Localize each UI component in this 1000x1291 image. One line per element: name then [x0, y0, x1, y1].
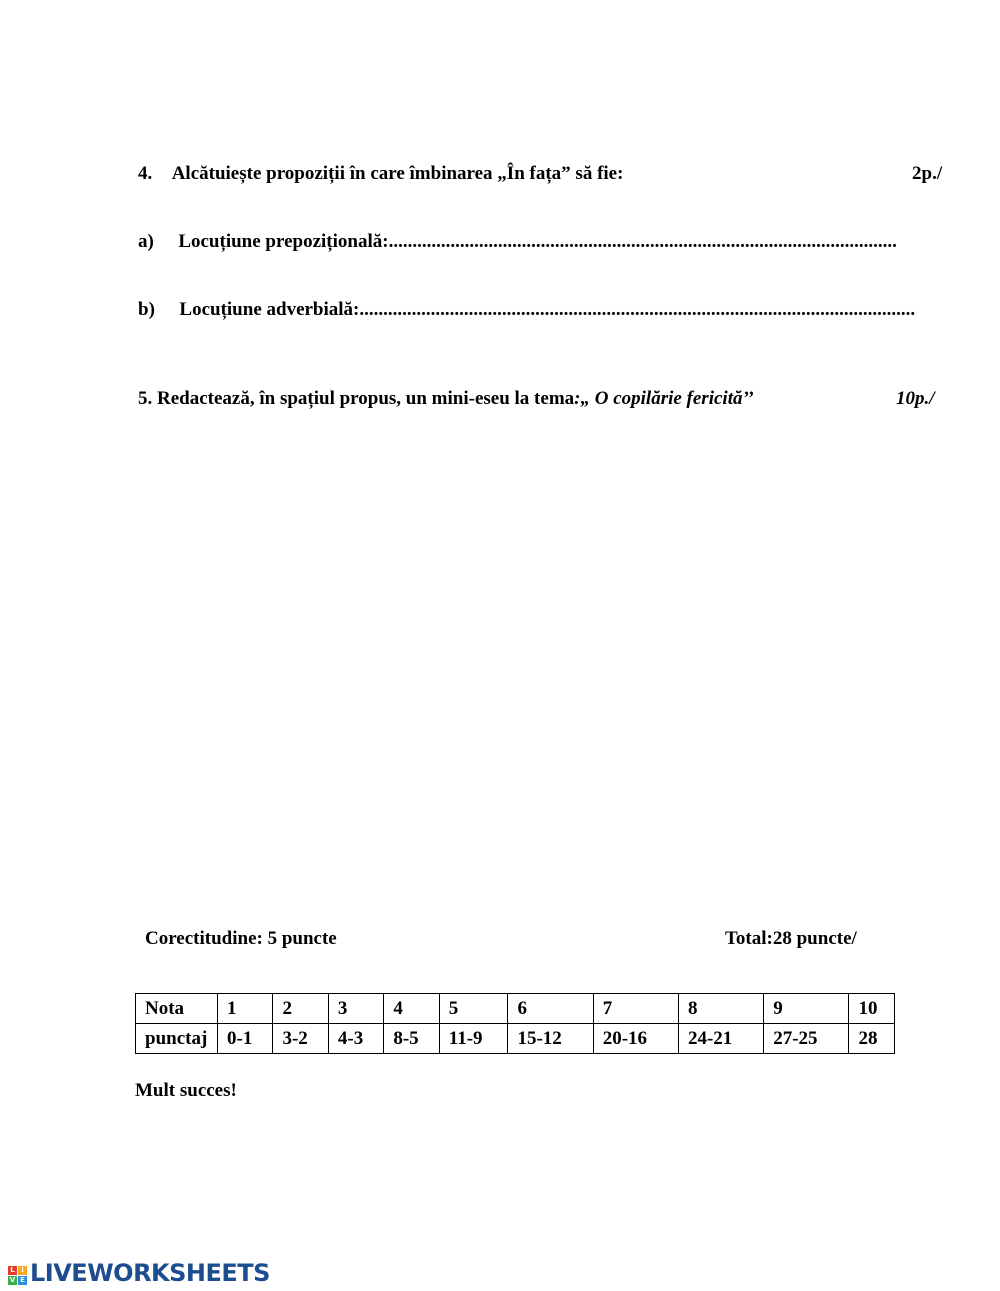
question-4-text: Alcătuiește propoziții în care îmbinarea „În fața” să fie:	[171, 163, 624, 184]
logo-block-i: I	[18, 1266, 27, 1275]
question-5-text: 5. Redactează, în spațiul propus, un mini-eseu la tema	[138, 388, 575, 409]
item-a-label: Locuțiune prepozițională:	[178, 231, 389, 252]
table-cell: 8	[678, 994, 763, 1024]
table-cell: 11-9	[439, 1024, 508, 1054]
table-row-nota	[136, 994, 895, 1024]
table-cell: 20-16	[593, 1024, 678, 1054]
table-cell: 0-1	[218, 1024, 273, 1054]
logo-text: LIVEWORKSHEETS	[30, 1259, 270, 1287]
table-cell: 6	[508, 994, 593, 1024]
correctness-score: Corectitudine: 5 puncte	[145, 928, 337, 949]
closing-message: Mult succes!	[135, 1080, 237, 1101]
total-score: Total:28 puncte/	[725, 928, 857, 949]
table-cell: 4-3	[328, 1024, 383, 1054]
table-cell: 28	[849, 1024, 895, 1054]
question-5-points: 10p./	[896, 388, 935, 409]
question-5	[138, 389, 754, 408]
table-cell: 1	[218, 994, 273, 1024]
table-cell: 15-12	[508, 1024, 593, 1054]
table-row-punctaj	[136, 1024, 895, 1054]
question-4	[138, 164, 623, 183]
item-b-label: Locuțiune adverbială:	[179, 299, 360, 320]
table-cell: 3-2	[273, 1024, 328, 1054]
essay-writing-area[interactable]	[138, 425, 938, 895]
liveworksheets-logo[interactable]	[8, 1258, 270, 1288]
table-cell: 24-21	[678, 1024, 763, 1054]
table-cell: 5	[439, 994, 508, 1024]
logo-mark-icon	[8, 1266, 27, 1285]
logo-block-v: V	[9, 1275, 16, 1284]
table-cell: 10	[849, 994, 895, 1024]
question-4-item-b	[138, 300, 915, 319]
grading-table	[135, 993, 895, 1054]
item-b-answer-line[interactable]: .....................................................................................................................	[359, 299, 916, 320]
table-cell: 27-25	[764, 1024, 849, 1054]
logo-block-e: E	[18, 1276, 27, 1285]
item-b-letter: b)	[138, 299, 155, 320]
question-5-theme: :„ O copilărie fericită’’	[574, 388, 754, 409]
item-a-letter: a)	[138, 231, 154, 252]
table-cell: 2	[273, 994, 328, 1024]
table-cell: 9	[764, 994, 849, 1024]
table-header-punctaj: punctaj	[136, 1024, 218, 1054]
table-cell: 8-5	[384, 1024, 439, 1054]
table-cell: 3	[328, 994, 383, 1024]
table-header-nota: Nota	[136, 994, 218, 1024]
table-cell: 7	[593, 994, 678, 1024]
question-4-item-a	[138, 232, 897, 251]
item-a-answer-line[interactable]: ...........................................................................................................	[388, 231, 897, 252]
table-cell: 4	[384, 994, 439, 1024]
question-4-points: 2p./	[912, 163, 943, 184]
logo-block-l: L	[8, 1266, 17, 1275]
question-4-number: 4.	[138, 163, 153, 184]
